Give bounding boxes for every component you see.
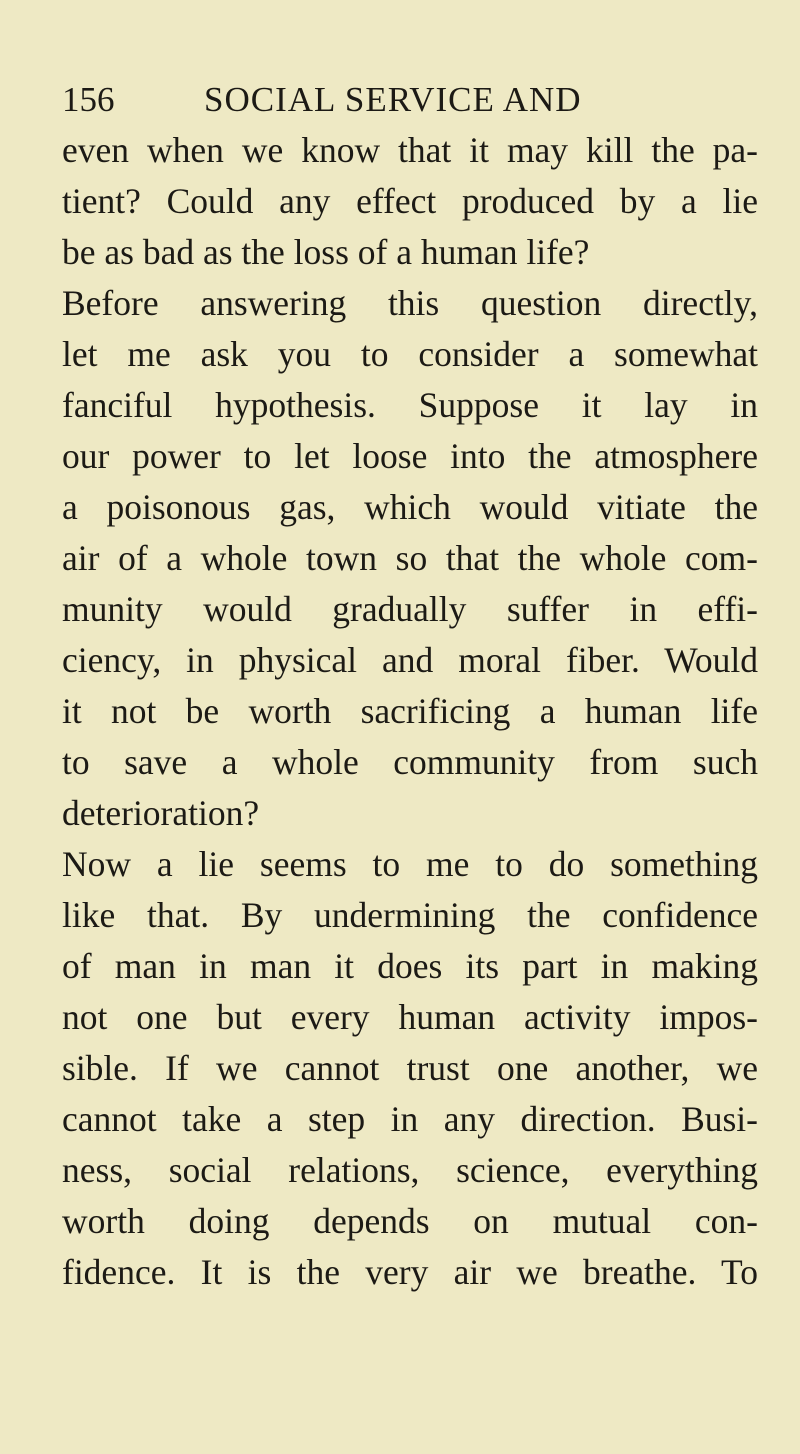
text-line: deterioration? (62, 793, 260, 833)
text-line: of man in man it does its part in making (62, 946, 758, 986)
text-line: ness, social relations, science, everything (62, 1150, 758, 1190)
text-line: fanciful hypothesis. Suppose it lay in (62, 385, 758, 425)
text-line: even when we know that it may kill the pa- (62, 130, 758, 170)
text-line: it not be worth sacrificing a human life (62, 691, 758, 731)
text-line: to save a whole community from such (62, 742, 758, 782)
text-line: ciency, in physical and moral fiber. Would (62, 640, 758, 680)
text-line: not one but every human activity impos- (62, 997, 758, 1037)
paragraph-start-line: Before answering this question directly, (62, 283, 758, 323)
text-line: our power to let loose into the atmosphere (62, 436, 758, 476)
text-line: sible. If we cannot trust one another, we (62, 1048, 758, 1088)
text-line: be as bad as the loss of a human life? (62, 232, 590, 272)
text-line: a poisonous gas, which would vitiate the (62, 487, 758, 527)
body-text (62, 125, 758, 1298)
page-number: 156 (62, 80, 115, 119)
text-line: cannot take a step in any direction. Busi- (62, 1099, 758, 1139)
page-header (62, 75, 722, 125)
paragraph-start-line: Now a lie seems to me to do something (62, 844, 758, 884)
text-line: munity would gradually suffer in effi- (62, 589, 758, 629)
text-line: air of a whole town so that the whole com- (62, 538, 758, 578)
running-head: SOCIAL SERVICE AND (204, 80, 582, 119)
text-line: worth doing depends on mutual con- (62, 1201, 758, 1241)
text-line: let me ask you to consider a somewhat (62, 334, 758, 374)
text-line: fidence. It is the very air we breathe. To (62, 1252, 758, 1292)
text-line: like that. By undermining the confidence (62, 895, 758, 935)
text-line: tient? Could any effect produced by a lie (62, 181, 758, 221)
